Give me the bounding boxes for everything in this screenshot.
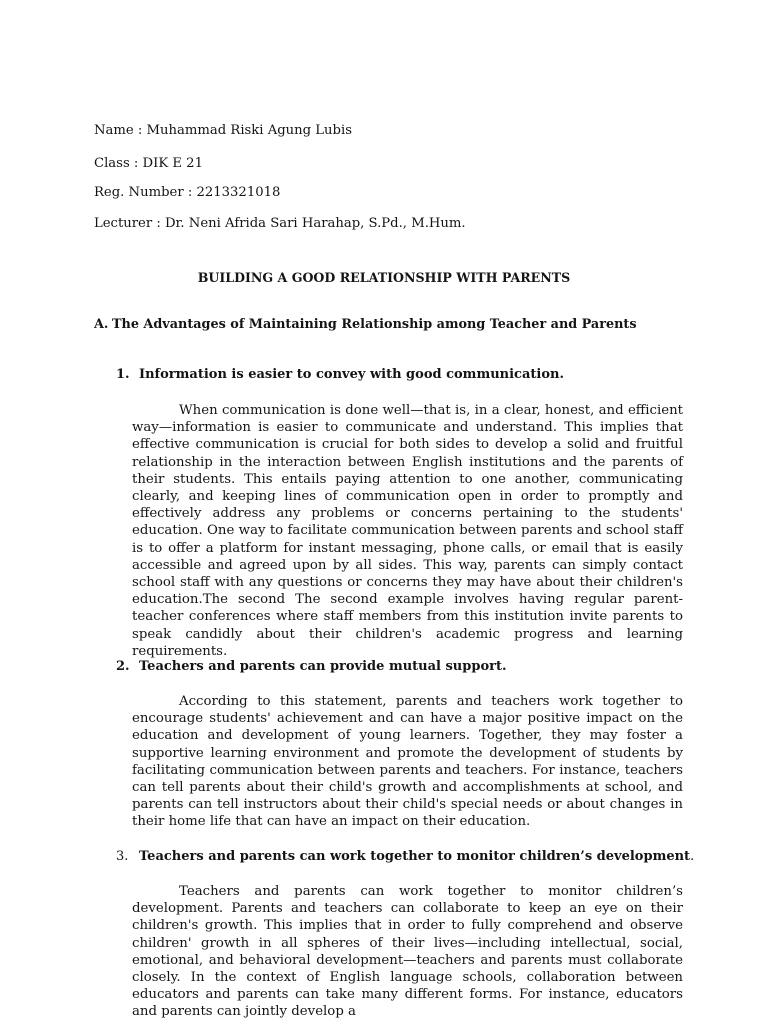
point-2-heading	[116, 659, 507, 675]
lecturer-name: Lecturer : Dr. Neni Afrida Sari Harahap, S.Pd., M.Hum.	[94, 216, 466, 231]
student-name: Name : Muhammad Riski Agung Lubis	[94, 123, 352, 138]
point-1-title: Information is easier to convey with good communication.	[139, 367, 564, 382]
point-1-heading	[116, 367, 564, 383]
point-3-paragraph: Teachers and parents can work together to monitor children’s development. Parents and teachers can collaborate to keep an eye on their children's growth. This implies that in order to fully comprehend and observe children' growth in all spheres of their lives—including intellectual, social, emotional, and behavioral development—teachers and parents must collaborate closely. In the context of English language schools, collaboration between educators and parents can take many different forms. For instance, educators and parents can jointly develop a	[132, 884, 683, 1020]
registration-number: Reg. Number : 2213321018	[94, 185, 281, 200]
section-title: The Advantages of Maintaining Relationship among Teacher and Parents	[112, 317, 637, 332]
section-a-heading	[94, 317, 637, 333]
point-3-title: Teachers and parents can work together to monitor children’s development	[139, 849, 691, 864]
point-3-period: .	[690, 849, 695, 864]
point-3-heading	[116, 849, 694, 865]
point-1-paragraph: When communication is done well—that is, in a clear, honest, and efficient way—information is easier to communicate and understand. This implies that effective communication is crucial for both sides to develop a solid and fruitful relationship in the interaction between English institutions and the parents of their students. This entails paying attention to one another, communicating clearly, and keeping lines of communication open in order to promptly and effectively address any problems or concerns pertaining to the students' education. One way to facilitate communication between parents and school staff is to offer a platform for instant messaging, phone calls, or email that is easily accessible and agreed upon by all sides. This way, parents can simply contact school staff with any questions or concerns they may have about their children's education.The second The second example involves having regular parent-teacher conferences where staff members from this institution invite parents to speak candidly about their children's academic progress and learning requirements.	[132, 403, 683, 659]
point-2-number: 2.	[116, 659, 130, 674]
section-letter: A.	[94, 317, 109, 332]
point-2-title: Teachers and parents can provide mutual support.	[139, 659, 507, 674]
student-class: Class : DIK E 21	[94, 156, 203, 171]
document-title: BUILDING A GOOD RELATIONSHIP WITH PARENTS	[197, 270, 571, 285]
point-3-number: 3.	[116, 849, 129, 864]
point-2-paragraph: According to this statement, parents and teachers work together to encourage students' achievement and can have a major positive impact on the education and development of young learners. Together, they may foster a supportive learning environment and promote the development of students by facilitating communication between parents and teachers. For instance, teachers can tell parents about their child's growth and accomplishments at school, and parents can tell instructors about their child's special needs or about changes in their home life that can have an impact on their education.	[132, 694, 683, 830]
point-1-number: 1.	[116, 367, 130, 382]
